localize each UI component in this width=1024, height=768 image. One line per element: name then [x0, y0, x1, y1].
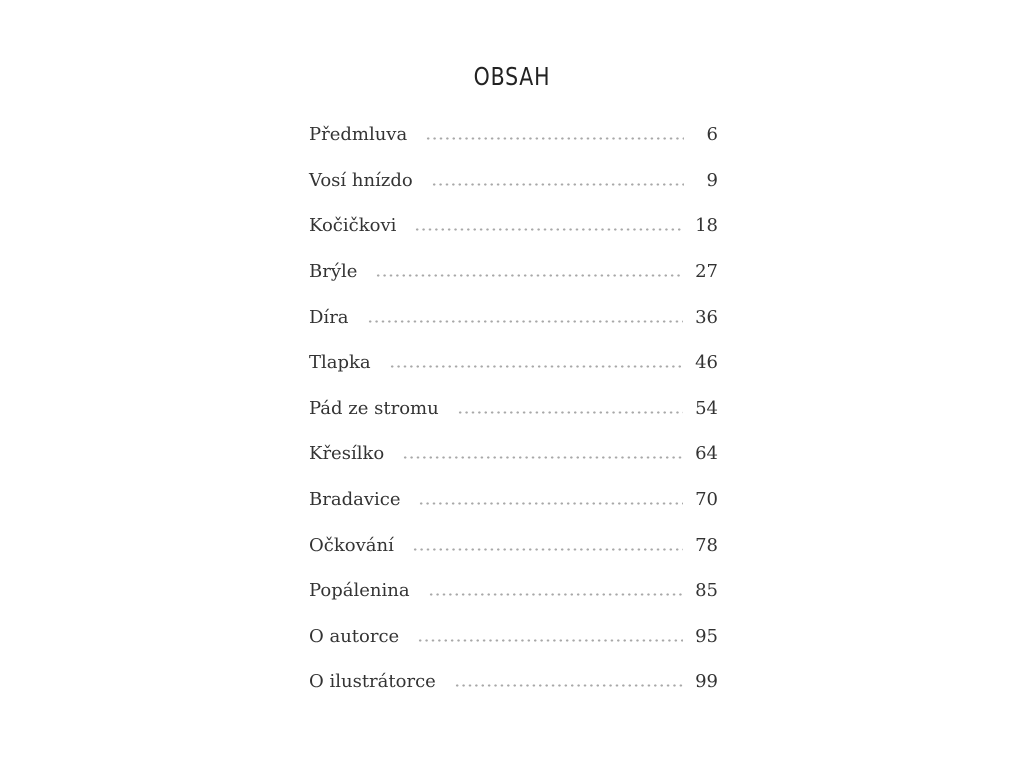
toc-entry-title: Popálenina — [309, 580, 410, 602]
toc-entry — [309, 158, 718, 204]
toc-entry — [309, 112, 718, 158]
toc-entry-title: Křesílko — [309, 443, 385, 465]
toc-entry-page: 9 — [706, 169, 718, 191]
toc-entry-page: 64 — [695, 443, 718, 465]
dot-leader — [412, 548, 683, 551]
toc-entry-page: 99 — [695, 671, 718, 693]
toc-entry-page: 95 — [695, 625, 718, 647]
dot-leader — [367, 320, 684, 323]
toc-entry — [309, 340, 718, 386]
dot-leader — [431, 183, 684, 186]
toc-entry-title: O autorce — [309, 625, 400, 647]
toc-entry — [309, 249, 718, 295]
toc-entry-title: Kočičkovi — [309, 215, 397, 237]
toc-entry-title: Vosí hnízdo — [309, 169, 413, 191]
toc-entry — [309, 614, 718, 660]
toc-entry — [309, 386, 718, 432]
page-title: OBSAH — [473, 62, 551, 91]
toc-entry-title: O ilustrátorce — [309, 671, 436, 693]
toc-entry — [309, 431, 718, 477]
dot-leader — [418, 502, 683, 505]
toc-entry-title: Bradavice — [309, 489, 401, 511]
dot-leader — [454, 684, 683, 687]
toc-entry-page: 54 — [695, 397, 718, 419]
toc-entry — [309, 522, 718, 568]
dot-leader — [428, 593, 684, 596]
dot-leader — [402, 456, 683, 459]
dot-leader — [375, 274, 683, 277]
dot-leader — [414, 228, 683, 231]
toc-entry-page: 18 — [695, 215, 718, 237]
toc-entry-title: Tlapka — [309, 352, 371, 374]
dot-leader — [389, 365, 683, 368]
toc-entry — [309, 659, 718, 705]
dot-leader — [457, 411, 683, 414]
toc-entry-page: 85 — [695, 580, 718, 602]
toc-entry — [309, 568, 718, 614]
toc-entry-title: Díra — [309, 306, 349, 328]
table-of-contents — [309, 112, 718, 705]
toc-entry — [309, 203, 718, 249]
toc-entry-title: Předmluva — [309, 124, 408, 146]
toc-entry-title: Brýle — [309, 261, 358, 283]
dot-leader — [417, 639, 683, 642]
toc-entry-page: 6 — [706, 124, 718, 146]
toc-entry-title: Pád ze stromu — [309, 397, 439, 419]
toc-entry-title: Očkování — [309, 534, 394, 556]
toc-entry-page: 27 — [695, 261, 718, 283]
dot-leader — [425, 137, 684, 140]
toc-entry-page: 36 — [695, 306, 718, 328]
toc-entry — [309, 294, 718, 340]
toc-entry-page: 78 — [695, 534, 718, 556]
toc-entry-page: 70 — [695, 489, 718, 511]
toc-entry-page: 46 — [695, 352, 718, 374]
toc-entry — [309, 477, 718, 523]
